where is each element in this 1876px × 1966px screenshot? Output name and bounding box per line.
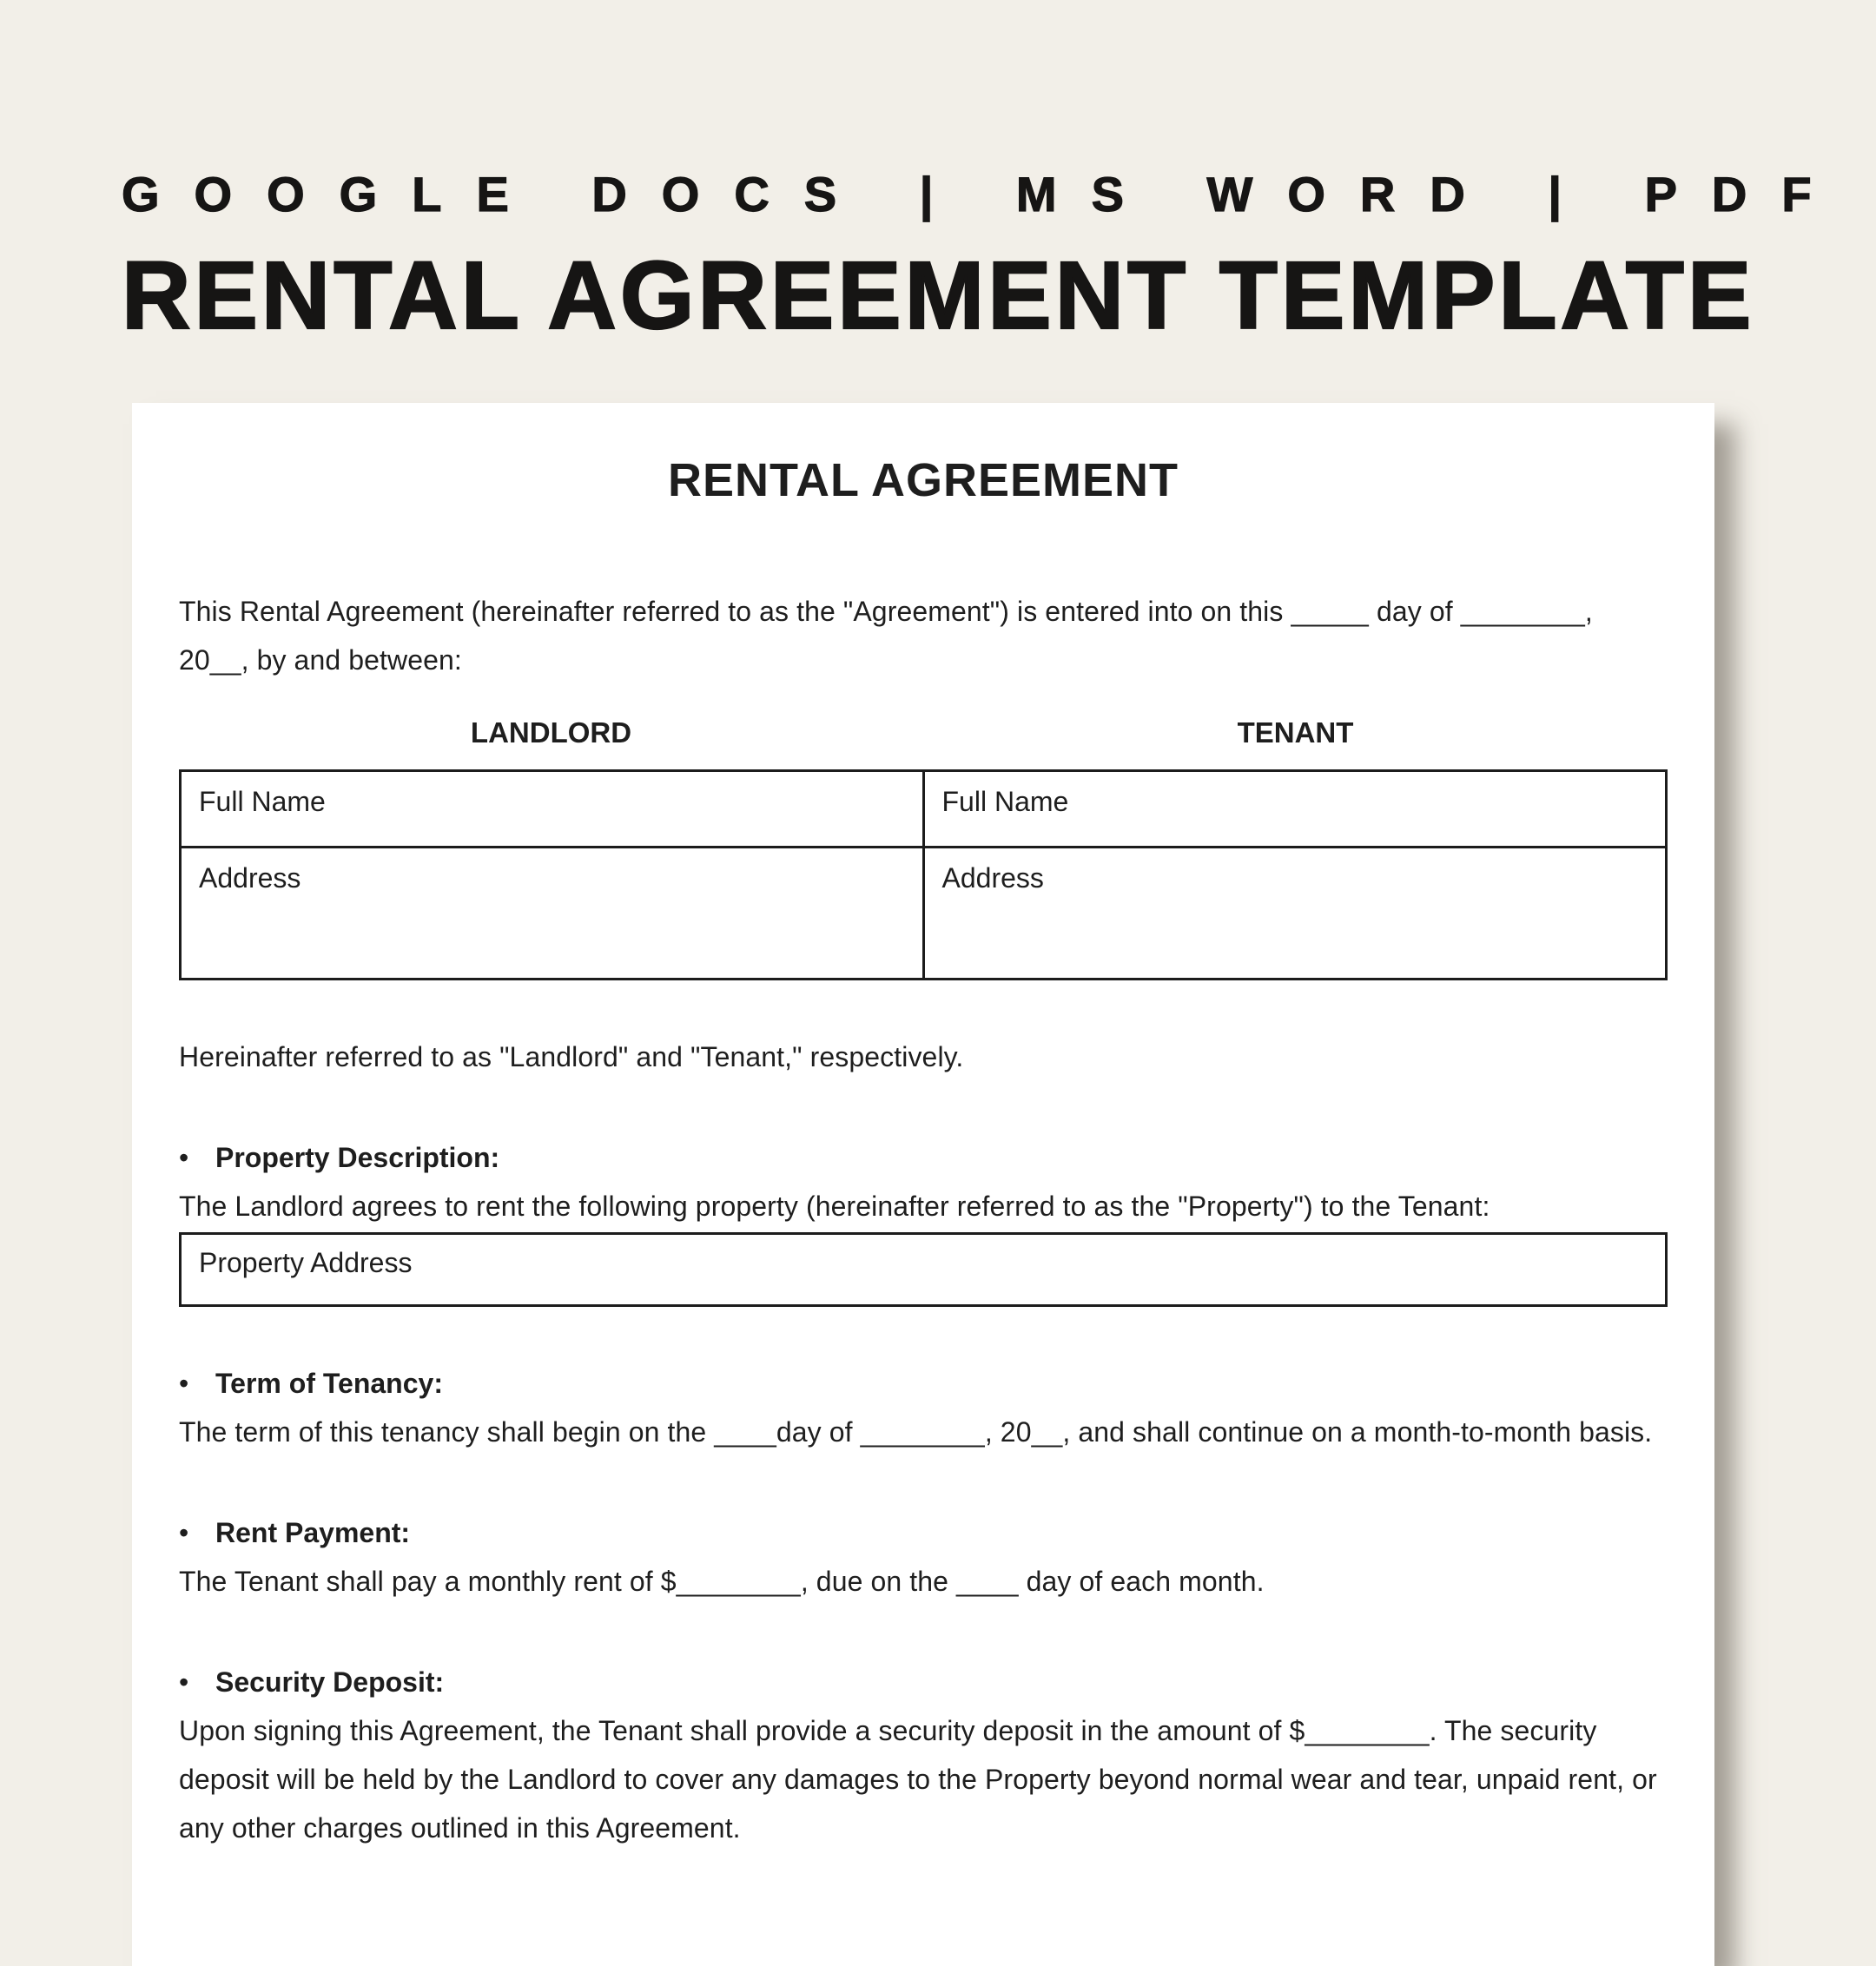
security-deposit-heading: Security Deposit: (215, 1666, 445, 1699)
landlord-column-header: LANDLORD (470, 716, 632, 749)
tenant-column-header: TENANT (1237, 716, 1354, 749)
section-property-description (179, 1133, 1668, 1307)
hereinafter-paragraph: Hereinafter referred to as "Landlord" and "Tenant," respectively. (179, 1041, 964, 1073)
table-row-full-name (181, 771, 1667, 848)
parties-table (179, 769, 1668, 980)
security-deposit-paragraph: Upon signing this Agreement, the Tenant shall provide a security deposit in the amount of $________. The security deposit will be held by the Landlord to cover any damages to the Property beyond normal wear and tear, unpaid rent, or any other charges outlined in this Agreement. (179, 1715, 1657, 1844)
rent-payment-paragraph: The Tenant shall pay a monthly rent of $________, due on the ____ day of each month. (179, 1566, 1265, 1598)
bullet-icon: • (179, 1517, 189, 1549)
document-page (132, 403, 1714, 1966)
rent-payment-heading: Rent Payment: (215, 1517, 411, 1549)
section-heading (179, 1359, 1668, 1408)
tenant-address-cell: Address (923, 848, 1667, 980)
landlord-address-cell: Address (181, 848, 924, 980)
bullet-icon: • (179, 1368, 189, 1400)
section-security-deposit (179, 1658, 1668, 1852)
banner-title-text: RENTAL AGREEMENT TEMPLATE (122, 242, 1755, 349)
bullet-icon: • (179, 1142, 189, 1174)
section-rent-payment (179, 1508, 1668, 1606)
property-description-heading: Property Description: (215, 1142, 500, 1174)
section-term-of-tenancy (179, 1359, 1668, 1456)
banner-formats-text: GOOGLE DOCS | MS WORD | PDF (122, 167, 1846, 221)
table-row-address (181, 848, 1667, 980)
intro-paragraph: This Rental Agreement (hereinafter referred to as the "Agreement") is entered into on this _____ day of ________, 20__, by and between: (179, 596, 1593, 676)
property-address-box (179, 1232, 1668, 1307)
section-heading (179, 1658, 1668, 1706)
term-of-tenancy-heading: Term of Tenancy: (215, 1368, 443, 1400)
property-address-label: Property Address (199, 1247, 413, 1279)
bullet-icon: • (179, 1666, 189, 1699)
property-description-paragraph: The Landlord agrees to rent the following property (hereinafter referred to as the "Property") to the Tenant: (179, 1191, 1490, 1223)
term-of-tenancy-paragraph: The term of this tenancy shall begin on the ____day of ________, 20__, and shall continue on a month-to-month basis. (179, 1416, 1653, 1448)
tenant-full-name-cell: Full Name (923, 771, 1667, 848)
banner (122, 167, 1846, 349)
party-column-headers (179, 716, 1668, 750)
section-heading (179, 1508, 1668, 1557)
landlord-full-name-cell: Full Name (181, 771, 924, 848)
section-heading (179, 1133, 1668, 1182)
document-title: RENTAL AGREEMENT (667, 454, 1179, 506)
